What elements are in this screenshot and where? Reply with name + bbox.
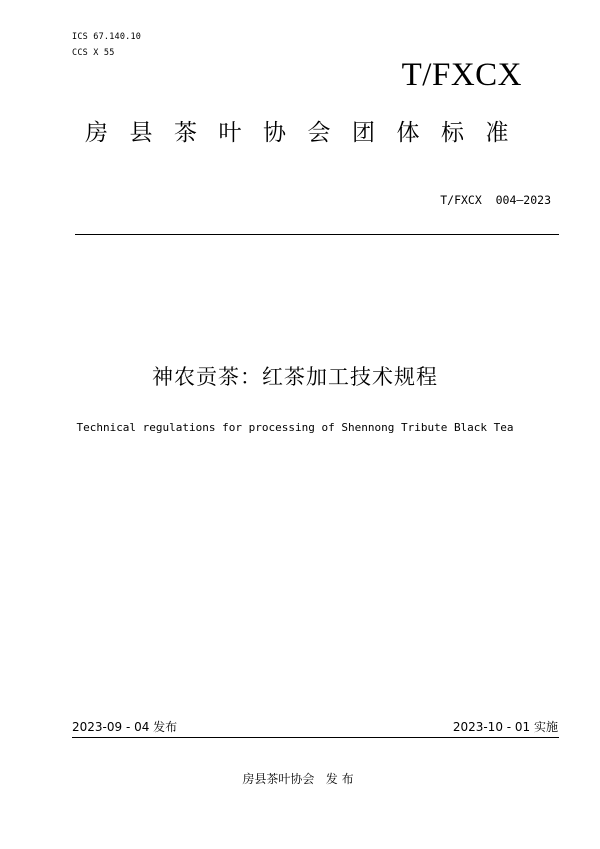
header-divider bbox=[75, 234, 559, 235]
standard-category-title: 房县茶叶协会团体标准 bbox=[85, 120, 530, 146]
publish-date: 2023-09 - 04 发布 bbox=[72, 720, 178, 734]
ics-code: ICS 67.140.10 bbox=[72, 32, 142, 42]
standard-brand-mark: T/FXCX bbox=[401, 57, 522, 93]
implementation-date: 2023-10 - 01 实施 bbox=[452, 720, 558, 734]
document-title-chinese bbox=[0, 361, 600, 391]
publisher-text: 房县茶叶协会 发 布 bbox=[242, 772, 354, 786]
standard-number bbox=[440, 193, 551, 207]
document-title-chinese-text: 神农贡茶：红茶加工技术规程 bbox=[152, 365, 438, 389]
footer-divider bbox=[72, 737, 559, 738]
publisher bbox=[0, 770, 600, 787]
document-title-english-text: Technical regulations for processing of Shennong Tribute Black Tea bbox=[76, 421, 514, 434]
ccs-code: CCS X 55 bbox=[72, 48, 115, 58]
document-title-english bbox=[0, 421, 600, 434]
standard-number-text: T/FXCX 004—2023 bbox=[440, 193, 551, 207]
